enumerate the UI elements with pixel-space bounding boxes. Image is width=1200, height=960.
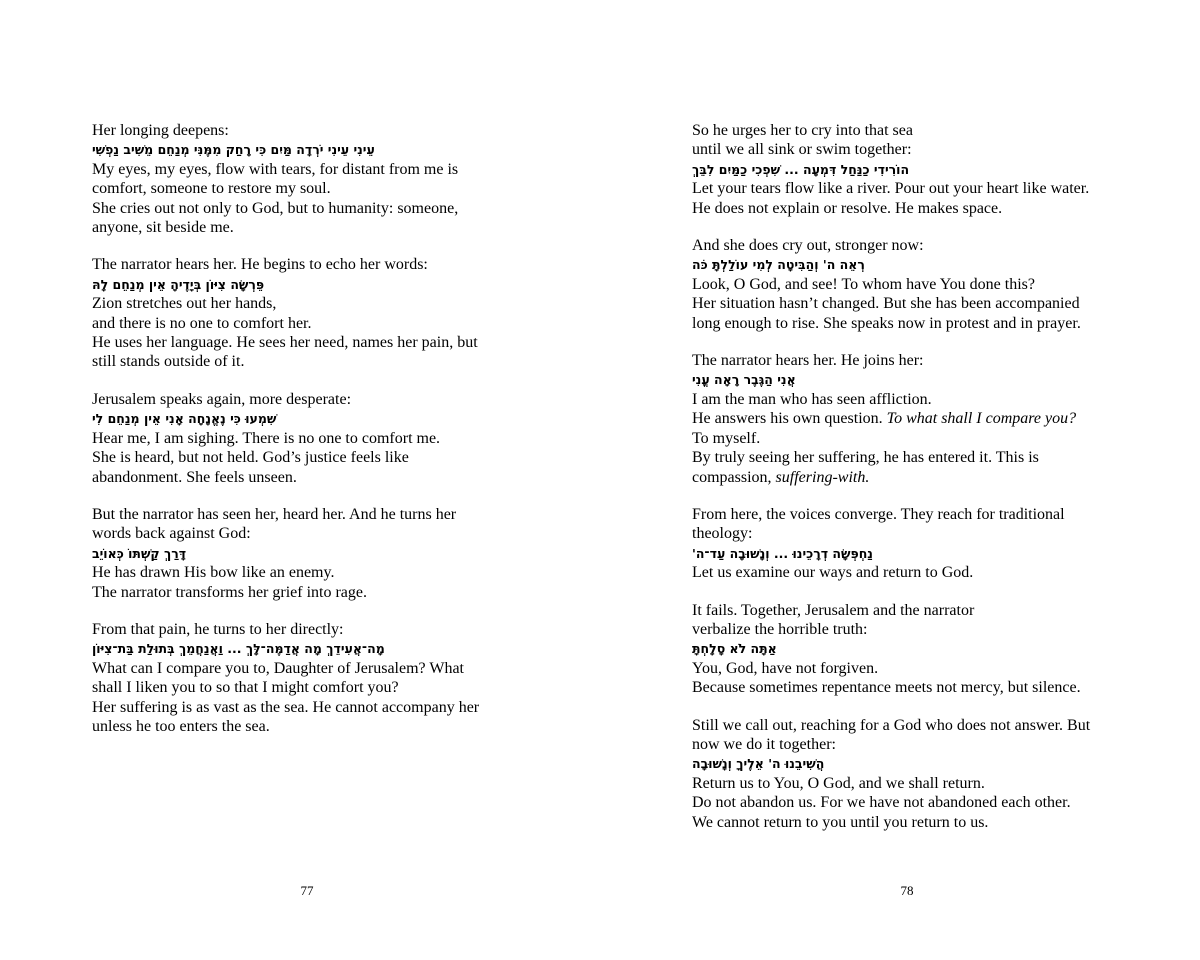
text-run: It fails. Together, Jerusalem and the narrator: [692, 601, 975, 619]
text-run: She cries out not only to God, but to humanity: someone,: [92, 199, 459, 217]
english-text-line: [92, 620, 522, 639]
text-run: comfort, someone to restore my soul.: [92, 180, 331, 198]
hebrew-verse-line: [692, 255, 1122, 274]
text-run: By truly seeing her suffering, he has entered it. This is: [692, 449, 1039, 467]
text-run: מָה־אֲעִידֵךְ מָה אֲדַמֶּה־לָּךְ ... וַאֲנַחֲמֵךְ בְּתוּלַת בַּת־צִיּוֹן: [92, 641, 385, 657]
hebrew-verse-line: [692, 754, 1122, 773]
english-text-line: [92, 583, 522, 602]
text-run: anyone, sit beside me.: [92, 219, 234, 237]
text-run: My eyes, my eyes, flow with tears, for distant from me is: [92, 160, 459, 178]
text-run: But the narrator has seen her, heard her. And he turns her: [92, 505, 457, 523]
english-text-line: [692, 774, 1122, 793]
text-run: Jerusalem speaks again, more desperate:: [92, 390, 352, 408]
text-run: עֵינִי עֵינִי יֹרְדָה מַּיִם כִּי רָחַק מִמֶּנִּי מְנַחֵם מֵשִׁיב נַפְשִׁי: [92, 142, 375, 158]
text-run: The narrator transforms her grief into rage.: [92, 583, 367, 601]
english-text-line: [92, 468, 522, 487]
text-run: Her longing deepens:: [92, 122, 229, 139]
text-run: abandonment. She feels unseen.: [92, 468, 297, 486]
page-number-right: 78: [900, 883, 914, 898]
text-block: [92, 121, 522, 237]
english-text-line: [92, 199, 522, 218]
english-text-line: [692, 659, 1122, 678]
text-run: You, God, have not forgiven.: [692, 659, 879, 677]
english-text-line: [692, 179, 1122, 198]
english-text-line: [692, 275, 1122, 294]
text-block: [692, 121, 1122, 218]
text-run: I am the man who has seen affliction.: [692, 390, 932, 408]
text-run: still stands outside of it.: [92, 353, 245, 371]
english-text-line: [692, 140, 1122, 159]
text-run: And she does cry out, stronger now:: [692, 237, 924, 255]
text-block: [692, 716, 1122, 832]
text-run: From that pain, he turns to her directly:: [92, 620, 344, 638]
text-run: We cannot return to you until you return to us.: [692, 813, 989, 831]
text-block: [692, 236, 1122, 333]
text-run: Because sometimes repentance meets not mercy, but silence.: [692, 679, 1081, 697]
text-block: [692, 505, 1122, 583]
text-run: words back against God:: [92, 525, 251, 543]
text-run: Do not abandon us. For we have not abandoned each other.: [692, 794, 1071, 812]
english-text-line: [692, 314, 1122, 333]
english-text-line: [692, 735, 1122, 754]
english-text-line: [692, 716, 1122, 735]
page-left-text-column: [92, 121, 522, 754]
text-run: He uses her language. He sees her need, names her pain, but: [92, 334, 478, 352]
text-run: The narrator hears her. He joins her:: [692, 352, 924, 370]
english-text-line: [92, 314, 522, 333]
hebrew-verse-line: [692, 639, 1122, 658]
english-text-line: [92, 448, 522, 467]
text-run: shall I liken you to so that I might comfort you?: [92, 679, 399, 697]
text-run: שִׁמְעוּ כִּי נֶאֱנָחָה אָנִי אֵין מְנַחֵם לִי: [92, 411, 277, 427]
text-run: The narrator hears her. He begins to echo her words:: [92, 256, 428, 274]
hebrew-verse-line: [92, 140, 522, 159]
text-run: נַחְפְּשָׂה דְרָכֵינוּ ... וְנָשׁוּבָה עַד־ה': [692, 545, 873, 561]
text-run: הוֹרִידִי כַנַּחַל דִּמְעָה ... שִׁפְכִי כַמַּיִם לִבֵּךְ: [692, 161, 910, 177]
english-text-line: [692, 468, 1122, 487]
text-block: [92, 505, 522, 602]
text-run: long enough to rise. She speaks now in protest and in prayer.: [692, 314, 1081, 332]
english-text-line: [92, 505, 522, 524]
english-text-line: [692, 121, 1122, 140]
english-text-line: [92, 717, 522, 736]
english-text-line: [692, 351, 1122, 370]
hebrew-verse-line: [692, 370, 1122, 389]
english-text-line: [92, 294, 522, 313]
text-run: Hear me, I am sighing. There is no one to comfort me.: [92, 429, 441, 447]
text-run: He does not explain or resolve. He makes space.: [692, 199, 1003, 217]
text-run: and there is no one to comfort her.: [92, 314, 312, 332]
english-text-line: [92, 659, 522, 678]
text-run: Zion stretches out her hands,: [92, 295, 277, 313]
italic-quote-run: suffering-with.: [775, 468, 870, 486]
text-run: אֲנִי הַגֶּבֶר רָאָה עֳנִי: [692, 372, 796, 388]
page-right-text-column: [692, 121, 1122, 850]
english-text-line: [92, 218, 522, 237]
english-text-line: [692, 524, 1122, 543]
text-run: He answers his own question.: [692, 410, 887, 428]
english-text-line: [92, 524, 522, 543]
english-text-line: [692, 236, 1122, 255]
text-run: רְאֵה ה' וְהַבִּיטָה לְמִי עוֹלַלְתָּ כֹּה: [692, 257, 865, 273]
text-run: until we all sink or swim together:: [692, 141, 912, 159]
hebrew-verse-line: [92, 639, 522, 658]
text-run: verbalize the horrible truth:: [692, 620, 868, 638]
english-text-line: [92, 563, 522, 582]
english-text-line: [92, 121, 522, 140]
text-block: [692, 601, 1122, 698]
text-run: What can I compare you to, Daughter of Jerusalem? What: [92, 659, 464, 677]
hebrew-verse-line: [92, 409, 522, 428]
text-run: compassion,: [692, 468, 776, 486]
english-text-line: [692, 620, 1122, 639]
text-run: הֲשִׁיבֵנוּ ה' אֵלֶיךָ וְנָשׁוּבָה: [692, 756, 825, 772]
italic-quote-run: To what shall I compare you?: [886, 410, 1077, 428]
english-text-line: [692, 390, 1122, 409]
text-run: now we do it together:: [692, 735, 836, 753]
text-run: theology:: [692, 525, 753, 543]
text-block: [92, 620, 522, 736]
english-text-line: [92, 160, 522, 179]
text-run: Let us examine our ways and return to God.: [692, 564, 974, 582]
hebrew-verse-line: [92, 275, 522, 294]
text-run: unless he too enters the sea.: [92, 717, 270, 735]
english-text-line: [92, 255, 522, 274]
english-text-line: [92, 179, 522, 198]
text-run: Look, O God, and see! To whom have You done this?: [692, 275, 1035, 293]
text-block: [692, 351, 1122, 487]
text-run: אַתָּה לֹא סָלָחְתָּ: [692, 641, 777, 657]
english-text-line: [692, 678, 1122, 697]
text-run: פֵּרְשָׂה צִיּוֹן בְּיָדֶיהָ אֵין מְנַחֵם לָהּ: [92, 276, 265, 292]
english-text-line: [92, 390, 522, 409]
english-text-line: [692, 409, 1122, 428]
english-text-line: [92, 352, 522, 371]
text-run: Her suffering is as vast as the sea. He cannot accompany her: [92, 698, 480, 716]
hebrew-verse-line: [692, 160, 1122, 179]
text-block: [92, 390, 522, 487]
text-run: Still we call out, reaching for a God who does not answer. But: [692, 716, 1091, 734]
english-text-line: [692, 505, 1122, 524]
page-number-left: 77: [300, 883, 314, 898]
english-text-line: [92, 333, 522, 352]
text-run: So he urges her to cry into that sea: [692, 122, 913, 139]
english-text-line: [692, 793, 1122, 812]
text-run: He has drawn His bow like an enemy.: [92, 564, 335, 582]
english-text-line: [92, 698, 522, 717]
hebrew-verse-line: [692, 544, 1122, 563]
text-run: דָּרַךְ קַשְׁתּוֹ כְּאוֹיֵב: [92, 545, 187, 561]
text-run: Her situation hasn’t changed. But she has been accompanied: [692, 295, 1080, 313]
text-run: Let your tears flow like a river. Pour out your heart like water.: [692, 180, 1090, 198]
text-run: From here, the voices converge. They reach for traditional: [692, 505, 1065, 523]
english-text-line: [692, 813, 1122, 832]
english-text-line: [692, 429, 1122, 448]
english-text-line: [692, 601, 1122, 620]
english-text-line: [692, 294, 1122, 313]
english-text-line: [92, 429, 522, 448]
text-block: [92, 255, 522, 371]
english-text-line: [692, 563, 1122, 582]
text-run: She is heard, but not held. God’s justice feels like: [92, 449, 409, 467]
text-run: Return us to You, O God, and we shall return.: [692, 774, 985, 792]
hebrew-verse-line: [92, 544, 522, 563]
english-text-line: [692, 448, 1122, 467]
text-run: To myself.: [692, 429, 761, 447]
english-text-line: [92, 678, 522, 697]
english-text-line: [692, 199, 1122, 218]
